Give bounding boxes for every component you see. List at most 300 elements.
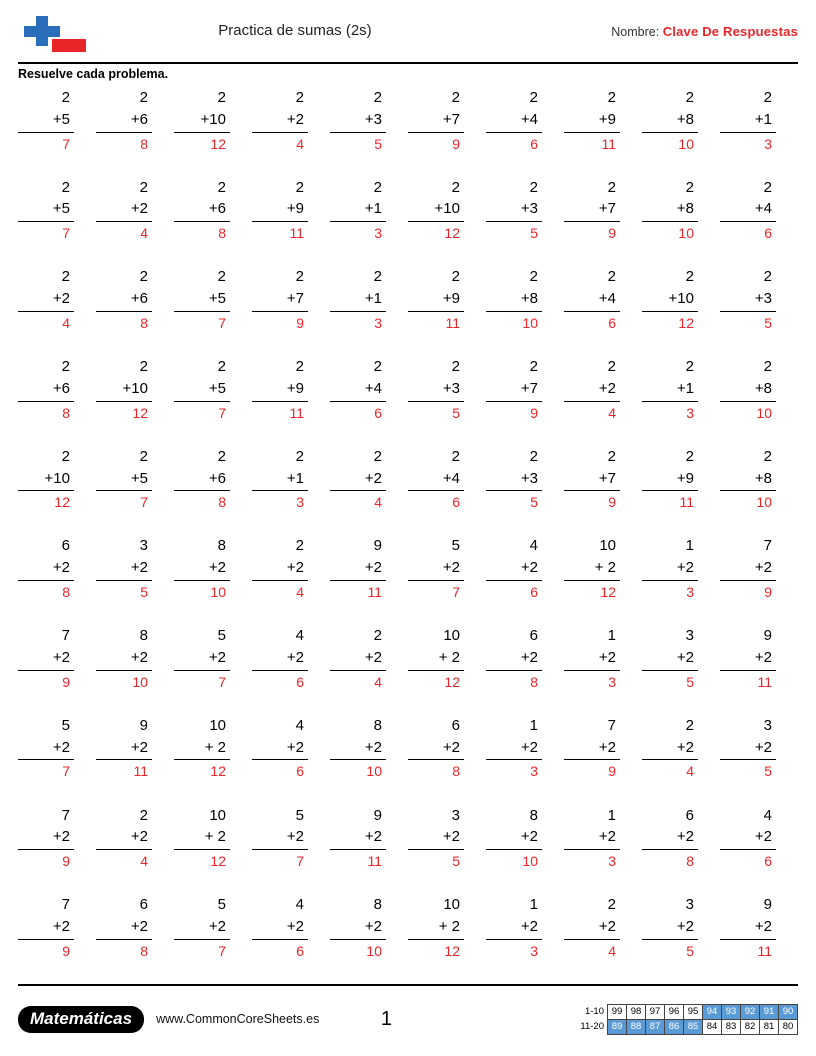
problem-addend-bottom: +9 bbox=[252, 378, 308, 402]
problem-addend-top: 2 bbox=[607, 896, 616, 914]
problem-addend-top: 2 bbox=[685, 716, 694, 734]
score-chart-cell: 97 bbox=[646, 1004, 665, 1019]
problem-answer: 9 bbox=[296, 314, 304, 331]
problem bbox=[174, 356, 230, 423]
problem bbox=[252, 715, 308, 782]
problem-addend-bottom: +2 bbox=[642, 916, 698, 940]
problem-addend-bottom: +2 bbox=[408, 557, 464, 581]
problem-answer: 3 bbox=[686, 404, 694, 421]
problem-addend-top: 2 bbox=[607, 358, 616, 376]
score-chart-cell: 85 bbox=[684, 1019, 703, 1034]
problem-addend-bottom: +7 bbox=[486, 378, 542, 402]
problem-addend-bottom: +10 bbox=[408, 198, 464, 222]
problem bbox=[564, 625, 620, 692]
problem-addend-top: 2 bbox=[763, 178, 772, 196]
problem-cell bbox=[330, 264, 408, 354]
problem bbox=[18, 87, 74, 154]
problem-cell bbox=[330, 533, 408, 623]
problem-addend-bottom: +2 bbox=[96, 916, 152, 940]
problem-addend-bottom: +3 bbox=[486, 468, 542, 492]
problem bbox=[486, 87, 542, 154]
problem-answer: 6 bbox=[374, 404, 382, 421]
problem-addend-bottom: +9 bbox=[564, 109, 620, 133]
problem-addend-bottom: +2 bbox=[18, 737, 74, 761]
problem-addend-top: 7 bbox=[61, 896, 70, 914]
problem-addend-bottom: +2 bbox=[96, 737, 152, 761]
problem-answer: 8 bbox=[140, 135, 148, 152]
problem-cell bbox=[252, 803, 330, 893]
problem-addend-bottom: +7 bbox=[252, 288, 308, 312]
problem-addend-top: 2 bbox=[295, 178, 304, 196]
problem-answer: 4 bbox=[608, 942, 616, 959]
problem bbox=[564, 894, 620, 961]
problem-cell bbox=[642, 85, 720, 175]
problem-cell bbox=[408, 354, 486, 444]
problem-addend-top: 6 bbox=[451, 716, 460, 734]
problem-answer: 7 bbox=[218, 404, 226, 421]
problem-addend-bottom: +1 bbox=[642, 378, 698, 402]
score-chart-cell: 95 bbox=[684, 1004, 703, 1019]
problem-addend-bottom: +9 bbox=[642, 468, 698, 492]
problem-answer: 5 bbox=[374, 135, 382, 152]
problem-cell bbox=[408, 85, 486, 175]
problem bbox=[174, 177, 230, 244]
problem bbox=[486, 625, 542, 692]
problem-cell bbox=[486, 803, 564, 893]
score-chart-cell: 92 bbox=[741, 1004, 760, 1019]
problem-addend-top: 2 bbox=[607, 89, 616, 106]
problem-answer: 4 bbox=[374, 673, 382, 690]
problem bbox=[720, 87, 776, 154]
problem bbox=[486, 177, 542, 244]
score-chart-cell: 91 bbox=[760, 1004, 779, 1019]
problem-addend-top: 3 bbox=[763, 716, 772, 734]
problem-cell bbox=[408, 264, 486, 354]
problem bbox=[720, 894, 776, 961]
problem-addend-bottom: + 2 bbox=[564, 557, 620, 581]
problem-addend-bottom: +2 bbox=[174, 557, 230, 581]
score-chart-row-label: 1-10 bbox=[584, 1006, 604, 1017]
problem-addend-top: 2 bbox=[451, 89, 460, 106]
problem bbox=[252, 87, 308, 154]
problem-addend-bottom: +2 bbox=[564, 737, 620, 761]
problem bbox=[96, 535, 152, 602]
problem-addend-top: 2 bbox=[139, 178, 148, 196]
worksheet-footer bbox=[18, 984, 798, 1046]
problem-answer: 8 bbox=[140, 314, 148, 331]
problem-addend-top: 8 bbox=[373, 716, 382, 734]
problem-addend-top: 2 bbox=[451, 447, 460, 465]
problem-addend-top: 6 bbox=[139, 896, 148, 914]
problem-addend-bottom: +3 bbox=[408, 378, 464, 402]
problem-addend-bottom: +2 bbox=[408, 737, 464, 761]
problem-answer: 9 bbox=[62, 942, 70, 959]
problem-addend-bottom: +2 bbox=[486, 557, 542, 581]
problem-addend-bottom: +2 bbox=[18, 826, 74, 850]
problem-cell bbox=[642, 175, 720, 265]
problem-addend-top: 4 bbox=[295, 716, 304, 734]
problem-addend-top: 10 bbox=[599, 537, 616, 555]
problem-addend-top: 2 bbox=[607, 178, 616, 196]
problem-answer: 3 bbox=[374, 314, 382, 331]
problem-cell bbox=[720, 803, 798, 893]
problem-answer: 12 bbox=[678, 314, 694, 331]
problem-addend-bottom: +2 bbox=[486, 737, 542, 761]
problem-addend-bottom: +2 bbox=[330, 916, 386, 940]
problem-addend-top: 3 bbox=[685, 627, 694, 645]
problem bbox=[564, 177, 620, 244]
problem-answer: 7 bbox=[62, 135, 70, 152]
problem-addend-bottom: +2 bbox=[564, 647, 620, 671]
problem-addend-bottom: +8 bbox=[720, 378, 776, 402]
problem-cell bbox=[564, 444, 642, 534]
problem-addend-bottom: +2 bbox=[96, 826, 152, 850]
problem bbox=[642, 805, 698, 872]
problem-addend-bottom: +2 bbox=[174, 916, 230, 940]
problem-cell bbox=[642, 354, 720, 444]
problem bbox=[252, 266, 308, 333]
problem-addend-top: 5 bbox=[217, 627, 226, 645]
score-chart-row bbox=[574, 1004, 798, 1019]
problem-addend-top: 4 bbox=[763, 806, 772, 824]
problem-addend-top: 2 bbox=[139, 806, 148, 824]
problem-cell bbox=[720, 533, 798, 623]
problem-addend-bottom: +7 bbox=[564, 468, 620, 492]
problem-addend-bottom: +8 bbox=[486, 288, 542, 312]
problem-addend-top: 10 bbox=[443, 896, 460, 914]
problem-addend-bottom: +5 bbox=[18, 109, 74, 133]
problem-addend-top: 10 bbox=[209, 716, 226, 734]
problem-cell bbox=[174, 264, 252, 354]
problem-addend-bottom: +4 bbox=[564, 288, 620, 312]
problem-addend-bottom: +2 bbox=[96, 647, 152, 671]
problem-answer: 6 bbox=[296, 673, 304, 690]
problem-addend-top: 2 bbox=[763, 447, 772, 465]
problem bbox=[18, 356, 74, 423]
problem-addend-bottom: +2 bbox=[720, 826, 776, 850]
problem-addend-bottom: +2 bbox=[18, 916, 74, 940]
problem-answer: 11 bbox=[367, 583, 382, 600]
problem-addend-top: 7 bbox=[763, 537, 772, 555]
problem-answer: 3 bbox=[374, 225, 382, 242]
problem-cell bbox=[252, 85, 330, 175]
problem bbox=[18, 266, 74, 333]
problem-addend-bottom: + 2 bbox=[408, 647, 464, 671]
problem-addend-top: 2 bbox=[763, 89, 772, 106]
problem bbox=[18, 535, 74, 602]
problem bbox=[96, 715, 152, 782]
problem-cell bbox=[18, 533, 96, 623]
problem-addend-top: 2 bbox=[373, 447, 382, 465]
problem bbox=[408, 625, 464, 692]
problem-addend-top: 8 bbox=[217, 537, 226, 555]
problem bbox=[330, 894, 386, 961]
problem-answer: 5 bbox=[530, 494, 538, 511]
problem-addend-top: 2 bbox=[61, 447, 70, 465]
problem-answer: 7 bbox=[62, 763, 70, 780]
problem bbox=[564, 356, 620, 423]
problem-answer: 5 bbox=[764, 763, 772, 780]
problem bbox=[330, 535, 386, 602]
problem-answer: 3 bbox=[608, 673, 616, 690]
problem-cell bbox=[18, 354, 96, 444]
problem bbox=[174, 266, 230, 333]
problem-addend-top: 2 bbox=[685, 268, 694, 286]
problem bbox=[18, 894, 74, 961]
problem bbox=[564, 535, 620, 602]
problem-addend-top: 2 bbox=[217, 447, 226, 465]
problem-answer: 6 bbox=[530, 583, 538, 600]
problem-answer: 7 bbox=[218, 314, 226, 331]
problem-addend-bottom: +2 bbox=[720, 916, 776, 940]
problem bbox=[330, 266, 386, 333]
problem-addend-top: 2 bbox=[295, 447, 304, 465]
problem-addend-top: 9 bbox=[139, 716, 148, 734]
problem bbox=[720, 266, 776, 333]
problem-addend-bottom: +2 bbox=[564, 916, 620, 940]
problem-answer: 5 bbox=[530, 225, 538, 242]
problem-cell bbox=[18, 713, 96, 803]
problem bbox=[408, 87, 464, 154]
worksheet-header bbox=[18, 14, 798, 60]
problem-answer: 6 bbox=[608, 314, 616, 331]
problem-addend-bottom: +6 bbox=[18, 378, 74, 402]
problem-answer: 11 bbox=[445, 314, 460, 331]
problem-answer: 12 bbox=[444, 225, 460, 242]
problem bbox=[486, 715, 542, 782]
problem-cell bbox=[252, 264, 330, 354]
score-chart-cell: 82 bbox=[741, 1019, 760, 1034]
problem-answer: 4 bbox=[62, 314, 70, 331]
problem-cell bbox=[408, 533, 486, 623]
problem-answer: 11 bbox=[679, 494, 694, 511]
problem-addend-top: 1 bbox=[529, 716, 538, 734]
problem-cell bbox=[330, 892, 408, 982]
problem-answer: 7 bbox=[452, 583, 460, 600]
problem-answer: 10 bbox=[678, 135, 694, 152]
problem bbox=[96, 894, 152, 961]
problem bbox=[408, 535, 464, 602]
problem-cell bbox=[252, 354, 330, 444]
problem-answer: 9 bbox=[764, 583, 772, 600]
problem-cell bbox=[642, 264, 720, 354]
problem-cell bbox=[252, 713, 330, 803]
problem-addend-top: 2 bbox=[217, 358, 226, 376]
problem-answer: 7 bbox=[140, 494, 148, 511]
problem-addend-bottom: +10 bbox=[642, 288, 698, 312]
problem-addend-top: 9 bbox=[373, 806, 382, 824]
problem bbox=[330, 87, 386, 154]
problem-addend-top: 1 bbox=[607, 627, 616, 645]
problem-answer: 7 bbox=[62, 225, 70, 242]
problem-cell bbox=[642, 892, 720, 982]
score-chart-body bbox=[574, 1004, 798, 1034]
problem-addend-bottom: +2 bbox=[252, 647, 308, 671]
problem-cell bbox=[486, 264, 564, 354]
problem-addend-top: 2 bbox=[295, 537, 304, 555]
problem-addend-top: 2 bbox=[295, 358, 304, 376]
problem-cell bbox=[330, 85, 408, 175]
problem-cell bbox=[486, 444, 564, 534]
problem-addend-bottom: +4 bbox=[408, 468, 464, 492]
problem bbox=[642, 446, 698, 513]
problem-cell bbox=[174, 892, 252, 982]
problem-cell bbox=[642, 713, 720, 803]
problem bbox=[408, 177, 464, 244]
problem-cell bbox=[18, 444, 96, 534]
problem-addend-top: 9 bbox=[763, 627, 772, 645]
problem-answer: 6 bbox=[296, 942, 304, 959]
problem-cell bbox=[18, 623, 96, 713]
problem-addend-bottom: +2 bbox=[720, 557, 776, 581]
problem bbox=[720, 446, 776, 513]
problem-answer: 12 bbox=[210, 135, 226, 152]
problem-addend-top: 2 bbox=[139, 268, 148, 286]
problem bbox=[174, 446, 230, 513]
commoncoresheets-logo-icon bbox=[18, 14, 92, 56]
problem-cell bbox=[18, 175, 96, 265]
problem-answer: 5 bbox=[686, 942, 694, 959]
problem-cell bbox=[486, 892, 564, 982]
problem-cell bbox=[564, 533, 642, 623]
problem bbox=[330, 446, 386, 513]
problem bbox=[408, 894, 464, 961]
problem-cell bbox=[564, 85, 642, 175]
problem-answer: 5 bbox=[764, 314, 772, 331]
problem-addend-bottom: +1 bbox=[252, 468, 308, 492]
problem-addend-top: 6 bbox=[529, 627, 538, 645]
problem-answer: 10 bbox=[366, 763, 382, 780]
problem-answer: 11 bbox=[757, 942, 772, 959]
problem-cell bbox=[174, 444, 252, 534]
problem-cell bbox=[720, 623, 798, 713]
problem-answer: 11 bbox=[133, 763, 148, 780]
problem-cell bbox=[96, 444, 174, 534]
header-divider bbox=[18, 62, 798, 64]
problem-answer: 9 bbox=[530, 404, 538, 421]
name-label: Nombre: bbox=[611, 25, 660, 39]
problem-cell bbox=[96, 264, 174, 354]
problem-answer: 4 bbox=[296, 135, 304, 152]
problem-cell bbox=[564, 175, 642, 265]
problem-addend-top: 5 bbox=[295, 806, 304, 824]
problem-grid bbox=[18, 85, 798, 982]
problem bbox=[96, 356, 152, 423]
problem bbox=[18, 446, 74, 513]
problem-addend-bottom: +2 bbox=[96, 557, 152, 581]
problem bbox=[174, 894, 230, 961]
problem-addend-top: 2 bbox=[529, 89, 538, 106]
problem-cell bbox=[330, 713, 408, 803]
problem-answer: 9 bbox=[608, 763, 616, 780]
problem bbox=[486, 356, 542, 423]
problem-cell bbox=[174, 354, 252, 444]
problem-addend-bottom: +2 bbox=[642, 737, 698, 761]
problem-answer: 12 bbox=[54, 494, 70, 511]
problem-addend-bottom: +10 bbox=[96, 378, 152, 402]
problem-addend-top: 2 bbox=[529, 178, 538, 196]
problem-answer: 3 bbox=[296, 494, 304, 511]
problem-answer: 10 bbox=[756, 494, 772, 511]
problem-answer: 6 bbox=[452, 494, 460, 511]
score-chart-cell: 84 bbox=[703, 1019, 722, 1034]
problem-addend-bottom: +2 bbox=[720, 647, 776, 671]
problem bbox=[252, 177, 308, 244]
problem-addend-top: 6 bbox=[61, 537, 70, 555]
problem bbox=[174, 535, 230, 602]
problem-answer: 5 bbox=[686, 673, 694, 690]
answer-key-badge: Clave De Respuestas bbox=[662, 24, 798, 39]
page-number: 1 bbox=[380, 1007, 392, 1030]
problem-cell bbox=[408, 175, 486, 265]
problem-addend-top: 2 bbox=[373, 627, 382, 645]
problem-cell bbox=[252, 175, 330, 265]
problem-addend-top: 2 bbox=[763, 268, 772, 286]
problem bbox=[330, 805, 386, 872]
problem-addend-top: 1 bbox=[685, 537, 694, 555]
problem bbox=[252, 446, 308, 513]
problem-cell bbox=[96, 892, 174, 982]
problem-addend-top: 2 bbox=[451, 178, 460, 196]
problem bbox=[174, 87, 230, 154]
problem-answer: 8 bbox=[530, 673, 538, 690]
problem bbox=[96, 446, 152, 513]
score-chart-cell: 87 bbox=[646, 1019, 665, 1034]
problem-addend-top: 2 bbox=[373, 89, 382, 106]
problem bbox=[18, 805, 74, 872]
problem-addend-top: 2 bbox=[529, 358, 538, 376]
problem-addend-bottom: +10 bbox=[18, 468, 74, 492]
problem bbox=[564, 87, 620, 154]
problem bbox=[18, 177, 74, 244]
problem-cell bbox=[18, 892, 96, 982]
problem-addend-top: 5 bbox=[61, 716, 70, 734]
problem-cell bbox=[408, 892, 486, 982]
problem-answer: 12 bbox=[210, 853, 226, 870]
problem bbox=[564, 715, 620, 782]
problem-addend-bottom: +2 bbox=[330, 557, 386, 581]
problem-addend-bottom: +8 bbox=[720, 468, 776, 492]
problem-cell bbox=[96, 623, 174, 713]
page-title: Practica de sumas (2s) bbox=[218, 22, 372, 39]
problem-addend-bottom: +5 bbox=[96, 468, 152, 492]
problem bbox=[642, 266, 698, 333]
problem-addend-top: 8 bbox=[373, 896, 382, 914]
problem-addend-top: 2 bbox=[763, 358, 772, 376]
score-chart-cell: 90 bbox=[779, 1004, 798, 1019]
problem-answer: 4 bbox=[608, 404, 616, 421]
problem bbox=[252, 625, 308, 692]
problem-cell bbox=[642, 533, 720, 623]
problem bbox=[408, 715, 464, 782]
problem-addend-top: 2 bbox=[529, 268, 538, 286]
problem-addend-bottom: +3 bbox=[486, 198, 542, 222]
problem-answer: 5 bbox=[452, 404, 460, 421]
problem-addend-bottom: +7 bbox=[564, 198, 620, 222]
problem-addend-top: 8 bbox=[139, 627, 148, 645]
problem-addend-bottom: +2 bbox=[720, 737, 776, 761]
problem-answer: 10 bbox=[678, 225, 694, 242]
problem bbox=[720, 535, 776, 602]
problem-addend-top: 2 bbox=[373, 358, 382, 376]
problem-addend-bottom: +2 bbox=[330, 647, 386, 671]
problem bbox=[564, 805, 620, 872]
problem-cell bbox=[252, 444, 330, 534]
problem bbox=[486, 894, 542, 961]
problem-addend-bottom: +6 bbox=[174, 198, 230, 222]
problem-cell bbox=[486, 623, 564, 713]
problem-answer: 4 bbox=[296, 583, 304, 600]
